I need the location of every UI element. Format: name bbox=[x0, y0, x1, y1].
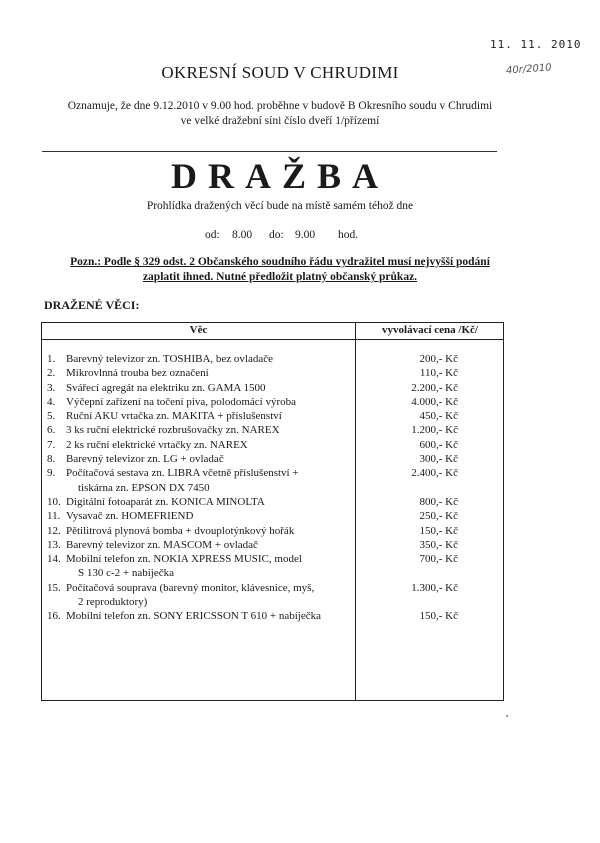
item-description bbox=[66, 381, 351, 395]
table-row bbox=[42, 438, 503, 452]
item-description-line-1: Výčepní zařízení na točení piva, polodomácí výroba bbox=[66, 395, 296, 408]
item-description-line-1: Digitální fotoaparát zn. KONICA MINOLTA bbox=[66, 495, 265, 508]
payment-note-line-2: zaplatit ihned. Nutné předložit platný občanský průkaz. bbox=[142, 271, 418, 283]
item-description bbox=[66, 538, 351, 552]
items-table bbox=[41, 322, 504, 701]
announcement bbox=[0, 99, 560, 129]
table-body bbox=[42, 352, 503, 624]
item-number: 8. bbox=[47, 453, 56, 466]
column-header-item: Věc bbox=[189, 324, 208, 336]
item-number: 14. bbox=[47, 553, 61, 566]
item-description bbox=[66, 352, 351, 366]
viewing-time bbox=[205, 229, 358, 241]
item-number: 4. bbox=[47, 395, 56, 408]
item-description-line-1: Mikrovlnná trouba bez označení bbox=[66, 367, 209, 380]
table-row bbox=[42, 381, 503, 395]
item-price: 1.200,- Kč bbox=[411, 424, 458, 437]
item-price: 2.200,- Kč bbox=[411, 381, 458, 394]
table-row bbox=[42, 452, 503, 466]
item-description-line-1: Počítačová souprava (barevný monitor, klávesnice, myš, bbox=[66, 581, 315, 594]
item-description-line-1: Svářecí agregát na elektriku zn. GAMA 1500 bbox=[66, 381, 266, 394]
item-description-line-1: Mobilní telefon zn. NOKIA XPRESS MUSIC, model bbox=[66, 553, 302, 566]
item-description-line-1: 3 ks ruční elektrické rozbrušovačky zn. NAREX bbox=[66, 424, 280, 437]
item-number: 15. bbox=[47, 581, 61, 594]
item-number: 10. bbox=[47, 495, 61, 508]
item-description bbox=[66, 423, 351, 437]
time-to-label: do: bbox=[269, 229, 284, 241]
table-row bbox=[42, 466, 503, 495]
received-date-stamp: 11. 11. 2010 bbox=[490, 38, 582, 51]
table-row bbox=[42, 352, 503, 366]
table-row bbox=[42, 581, 503, 610]
item-number: 7. bbox=[47, 438, 56, 451]
item-price: 600,- Kč bbox=[419, 438, 458, 451]
table-row bbox=[42, 409, 503, 423]
table-row bbox=[42, 552, 503, 581]
table-row bbox=[42, 495, 503, 509]
document-title: DRAŽBA bbox=[170, 156, 389, 196]
corner-mark: ▪ bbox=[506, 712, 509, 720]
item-number: 1. bbox=[47, 353, 56, 365]
time-to-value: 9.00 bbox=[295, 229, 316, 241]
item-number: 2. bbox=[47, 367, 56, 380]
item-price: 200,- Kč bbox=[419, 353, 458, 365]
column-header-price: vyvolávací cena /Kč/ bbox=[382, 324, 478, 336]
item-number: 6. bbox=[47, 424, 56, 437]
item-description-line-1: Vysavač zn. HOMEFRIEND bbox=[66, 510, 194, 523]
item-number: 13. bbox=[47, 538, 61, 551]
separator-line bbox=[42, 151, 497, 152]
item-description bbox=[66, 395, 351, 409]
payment-note bbox=[40, 255, 520, 285]
announcement-line-1: Oznamuje, že dne 9.12.2010 v 9.00 hod. proběhne v budově B Okresního soudu v Chrudimi bbox=[67, 100, 493, 112]
item-number: 12. bbox=[47, 524, 61, 537]
item-description-line-1: Mobilní telefon zn. SONY ERICSSON T 610 + nabíječka bbox=[66, 610, 322, 623]
time-from-label: od: bbox=[205, 229, 220, 241]
item-description-line-1: Pětilitrová plynová bomba + dvouplotýnkový hořák bbox=[66, 524, 295, 537]
item-number: 9. bbox=[47, 467, 56, 480]
item-price: 450,- Kč bbox=[419, 410, 458, 423]
item-price: 800,- Kč bbox=[419, 495, 458, 508]
item-number: 5. bbox=[47, 410, 56, 423]
item-price: 250,- Kč bbox=[419, 510, 458, 523]
item-price: 150,- Kč bbox=[419, 524, 458, 537]
item-description-line-1: Barevný televizor zn. LG + ovladač bbox=[66, 453, 224, 466]
item-description bbox=[66, 495, 351, 509]
item-price: 350,- Kč bbox=[419, 538, 458, 551]
table-row bbox=[42, 609, 503, 623]
item-description bbox=[66, 581, 351, 610]
item-price: 150,- Kč bbox=[419, 610, 458, 623]
viewing-notice: Prohlídka dražených věcí bude na místě samém téhož dne bbox=[146, 200, 414, 212]
item-description bbox=[66, 609, 351, 623]
item-description-line-1: Ruční AKU vrtačka zn. MAKITA + příslušenství bbox=[66, 410, 282, 423]
table-row bbox=[42, 366, 503, 380]
item-description-line-1: 2 ks ruční elektrické vrtačky zn. NAREX bbox=[66, 438, 248, 451]
item-price: 1.300,- Kč bbox=[411, 581, 458, 594]
item-description bbox=[66, 552, 351, 581]
table-row bbox=[42, 423, 503, 437]
item-description-line-1: Počítačová sestava zn. LIBRA včetně příslušenství + bbox=[66, 467, 299, 480]
handwritten-reference: 40r/2010 bbox=[505, 62, 552, 77]
item-description-line-1: Barevný televizor zn. TOSHIBA, bez ovladače bbox=[66, 353, 273, 365]
time-from-value: 8.00 bbox=[232, 229, 253, 241]
items-heading: DRAŽENÉ VĚCI: bbox=[44, 298, 140, 312]
item-description-line-2: 2 reproduktory) bbox=[78, 596, 148, 609]
item-price: 2.400,- Kč bbox=[411, 467, 458, 480]
table-row bbox=[42, 395, 503, 409]
item-number: 11. bbox=[47, 510, 61, 523]
item-description bbox=[66, 452, 351, 466]
item-description bbox=[66, 524, 351, 538]
item-description bbox=[66, 509, 351, 523]
item-description bbox=[66, 409, 351, 423]
time-unit: hod. bbox=[338, 229, 359, 241]
payment-note-line-1: Pozn.: Podle § 329 odst. 2 Občanského soudního řádu vydražitel musí nejvyšší podání bbox=[70, 256, 490, 268]
table-row bbox=[42, 509, 503, 523]
item-number: 3. bbox=[47, 381, 56, 394]
item-price: 700,- Kč bbox=[419, 553, 458, 566]
item-description bbox=[66, 366, 351, 380]
item-price: 300,- Kč bbox=[419, 453, 458, 466]
court-name: OKRESNÍ SOUD V CHRUDIMI bbox=[161, 63, 399, 82]
item-description bbox=[66, 438, 351, 452]
item-price: 4.000,- Kč bbox=[411, 395, 458, 408]
item-price: 110,- Kč bbox=[419, 367, 458, 380]
item-description-line-1: Barevný televizor zn. MASCOM + ovladač bbox=[66, 538, 258, 551]
item-description bbox=[66, 466, 351, 495]
announcement-line-2: ve velké dražební síni číslo dveří 1/přízemí bbox=[180, 115, 380, 127]
table-row bbox=[42, 524, 503, 538]
item-description-line-2: S 130 c-2 + nabíječka bbox=[78, 567, 175, 580]
item-number: 16. bbox=[47, 610, 61, 623]
item-description-line-2: tiskárna zn. EPSON DX 7450 bbox=[78, 481, 210, 494]
table-header bbox=[42, 323, 503, 340]
table-row bbox=[42, 538, 503, 552]
